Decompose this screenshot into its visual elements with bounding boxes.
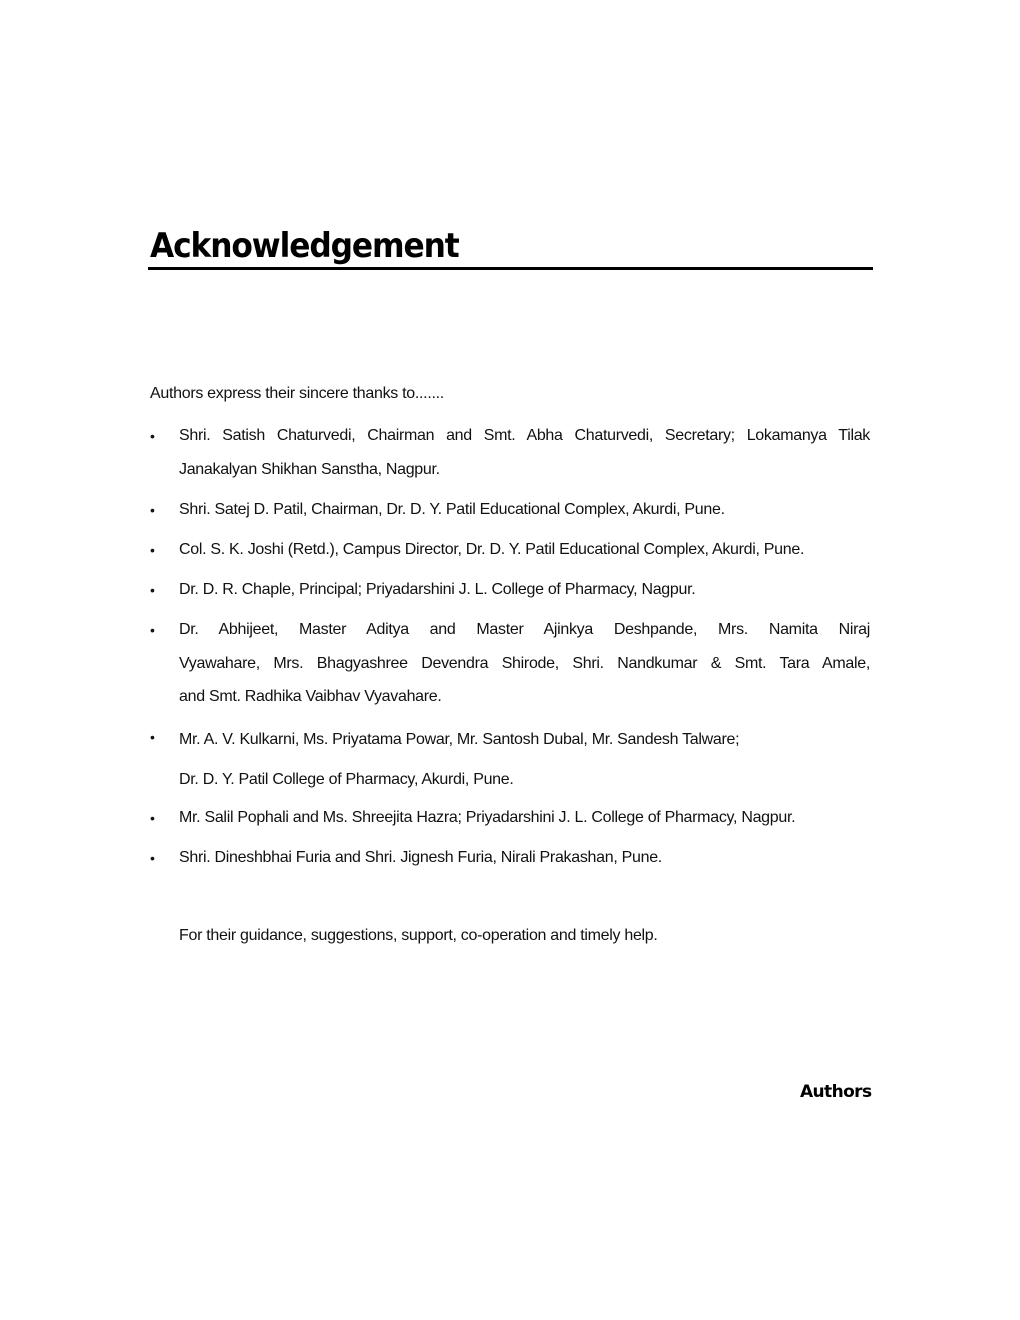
list-item-line: Shri. Dineshbhai Furia and Shri. Jignesh Furia, Nirali Prakashan, Pune. xyxy=(179,849,662,866)
list-item-line: Dr. Abhijeet, Master Aditya and Master Ajinkya Deshpande, Mrs. Namita Niraj xyxy=(179,621,870,638)
list-item-text xyxy=(179,493,870,527)
list-item-line: Vyawahare, Mrs. Bhagyashree Devendra Shirode, Shri. Nandkumar & Smt. Tara Amale, xyxy=(179,654,870,672)
list-item-line: Dr. D. Y. Patil College of Pharmacy, Akurdi, Pune. xyxy=(179,771,514,788)
bullet-icon: • xyxy=(150,850,155,866)
list-item xyxy=(150,573,870,607)
list-item-line: Dr. D. R. Chaple, Principal; Priyadarshini J. L. College of Pharmacy, Nagpur. xyxy=(179,581,696,598)
list-item xyxy=(150,801,870,835)
bullet-icon: • xyxy=(150,582,155,598)
bullet-icon: • xyxy=(150,428,155,444)
list-item xyxy=(150,720,870,800)
intro-text: Authors express their sincere thanks to....... xyxy=(150,385,444,402)
closing-text: For their guidance, suggestions, support, co-operation and timely help. xyxy=(179,927,658,944)
list-item-line: and Smt. Radhika Vaibhav Vyavahare. xyxy=(179,688,442,705)
list-item xyxy=(150,613,870,714)
bullet-icon: • xyxy=(150,810,155,826)
list-item-text xyxy=(179,801,870,835)
bullet-icon: • xyxy=(150,542,155,558)
page-title: Acknowledgement xyxy=(150,226,459,266)
list-item-line: Shri. Satej D. Patil, Chairman, Dr. D. Y. Patil Educational Complex, Akurdi, Pune. xyxy=(179,501,725,518)
list-item-line: Shri. Satish Chaturvedi, Chairman and Smt. Abha Chaturvedi, Secretary; Lokamanya Tilak xyxy=(179,427,870,444)
list-item xyxy=(150,841,870,875)
bullet-icon: • xyxy=(150,502,155,518)
list-item-text xyxy=(179,533,870,567)
list-item-text xyxy=(179,613,870,714)
list-item-line: Col. S. K. Joshi (Retd.), Campus Director, Dr. D. Y. Patil Educational Complex, Akurdi, Pune. xyxy=(179,541,805,558)
list-item-line: Mr. A. V. Kulkarni, Ms. Priyatama Powar, Mr. Santosh Dubal, Mr. Sandesh Talware; xyxy=(179,731,740,748)
bullet-icon: • xyxy=(150,729,155,745)
list-item xyxy=(150,419,870,486)
list-item-text xyxy=(179,573,870,607)
list-item-text xyxy=(179,841,870,875)
list-item xyxy=(150,493,870,527)
bullet-icon: • xyxy=(150,622,155,638)
list-item-text xyxy=(179,720,870,800)
title-underline-divider xyxy=(148,267,873,270)
list-item xyxy=(150,533,870,567)
list-item-line: Mr. Salil Pophali and Ms. Shreejita Hazra; Priyadarshini J. L. College of Pharmacy, Nagpur. xyxy=(179,809,796,826)
list-item-text xyxy=(179,419,870,486)
signature: Authors xyxy=(800,1082,872,1102)
list-item-line: Janakalyan Shikhan Sanstha, Nagpur. xyxy=(179,460,440,478)
